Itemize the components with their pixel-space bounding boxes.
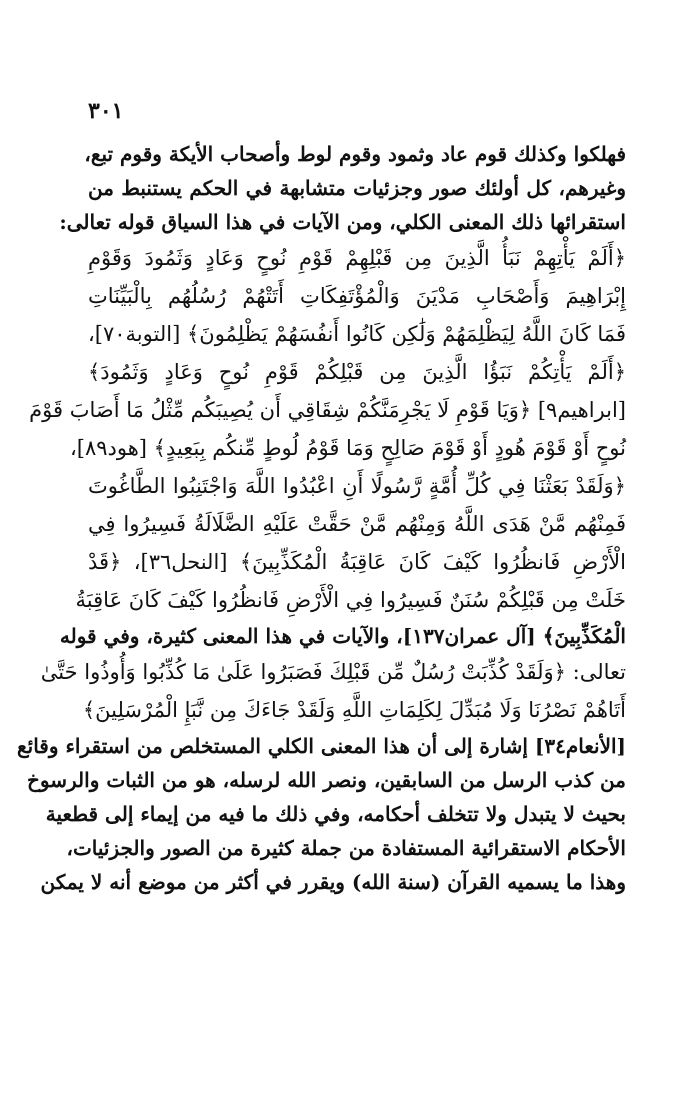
- text-line: وغيرهم، كل أولئك صور وجزئيات متشابهة في الحكم يستنبط من: [88, 176, 626, 200]
- quran-verse-line: الْأَرْضِ فَانظُرُوا كَيْفَ كَانَ عَاقِبَةُ الْمُكَذِّبِينَ﴾ [النحل٣٦]، ﴿قَدْ: [88, 550, 626, 574]
- quran-verse-line: خَلَتْ مِن قَبْلِكُمْ سُنَنٌ فَسِيرُوا فِي الْأَرْضِ فَانظُرُوا كَيْفَ كَانَ عَاقِبَةُ: [75, 588, 626, 612]
- text-line: [الأنعام٣٤] إشارة إلى أن هذا المعنى الكلي المستخلص من استقراء وقائع: [16, 734, 626, 758]
- quran-verse-line: إِبْرَاهِيمَ وَأَصْحَابِ مَدْيَنَ وَالْمُؤْتَفِكَاتِ أَتَتْهُمْ رُسُلُهُم بِالْبَيِّنَاتِ: [88, 284, 626, 308]
- page-number: ٣٠١: [88, 98, 124, 124]
- text-line: فهلكوا وكذلك قوم عاد وثمود وقوم لوط وأصحاب الأيكة وقوم تبع،: [84, 142, 626, 166]
- quran-verse-line: فَمَا كَانَ اللَّهُ لِيَظْلِمَهُمْ وَلَٰكِن كَانُوا أَنفُسَهُمْ يَظْلِمُونَ﴾ [التوبة٧٠]،: [88, 322, 626, 346]
- text-line: الْمُكَذِّبِينَ﴾ [آل عمران١٣٧]، والآيات في هذا المعنى كثيرة، وفي قوله: [59, 624, 626, 648]
- text-line: استقرائها ذلك المعنى الكلي، ومن الآيات في هذا السياق قوله تعالى:: [59, 210, 626, 234]
- text-line: وهذا ما يسميه القرآن (سنة الله) ويقرر في أكثر من موضع أنه لا يمكن: [40, 870, 626, 894]
- quran-verse-line: فَمِنْهُم مَّنْ هَدَى اللَّهُ وَمِنْهُم مَّنْ حَقَّتْ عَلَيْهِ الضَّلَالَةُ فَسِيرُوا فِي: [88, 512, 626, 536]
- quran-verse-line: [ابراهيم٩] ﴿وَيَا قَوْمِ لَا يَجْرِمَنَّكُمْ شِقَاقِي أَن يُصِيبَكُم مِّثْلُ مَا أَصَابَ قَوْمَ: [29, 398, 626, 422]
- text-line: بحيث لا يتبدل ولا تتخلف أحكامه، وفي ذلك ما فيه من إيماء إلى قطعية: [45, 802, 626, 826]
- quran-verse-line: تعالى: ﴿وَلَقَدْ كُذِّبَتْ رُسُلٌ مِّن قَبْلِكَ فَصَبَرُوا عَلَىٰ مَا كُذِّبُوا وَأُوذُوا حَتَّىٰ: [40, 660, 626, 684]
- quran-verse-line: ﴿وَلَقَدْ بَعَثْنَا فِي كُلِّ أُمَّةٍ رَّسُولًا أَنِ اعْبُدُوا اللَّهَ وَاجْتَنِبُوا الطَّاغُوتَ: [88, 474, 626, 498]
- text-line: الأحكام الاستقرائية المستفادة من جملة كثيرة من الصور والجزئيات،: [66, 836, 626, 860]
- text-line: من كذب الرسل من السابقين، ونصر الله لرسله، هو من الثبات والرسوخ: [27, 768, 626, 792]
- page-body: [16, 137, 626, 899]
- quran-verse-line: أَتَاهُمْ نَصْرُنَا وَلَا مُبَدِّلَ لِكَلِمَاتِ اللَّهِ وَلَقَدْ جَاءَكَ مِن نَّبَإِ الْمُرْسَلِينَ﴾: [82, 698, 626, 722]
- quran-verse-line: نُوحٍ أَوْ قَوْمَ هُودٍ أَوْ قَوْمَ صَالِحٍ وَمَا قَوْمُ لُوطٍ مِّنكُم بِبَعِيدٍ﴾ [هود٨٩]،: [69, 436, 626, 460]
- quran-verse-line: ﴿أَلَمْ يَأْتِكُمْ نَبَؤُا الَّذِينَ مِن قَبْلِكُمْ قَوْمِ نُوحٍ وَعَادٍ وَثَمُودَ﴾: [88, 360, 626, 384]
- quran-verse-line: ﴿أَلَمْ يَأْتِهِمْ نَبَأُ الَّذِينَ مِن قَبْلِهِمْ قَوْمِ نُوحٍ وَعَادٍ وَثَمُودَ وَقَوْمِ: [88, 246, 626, 270]
